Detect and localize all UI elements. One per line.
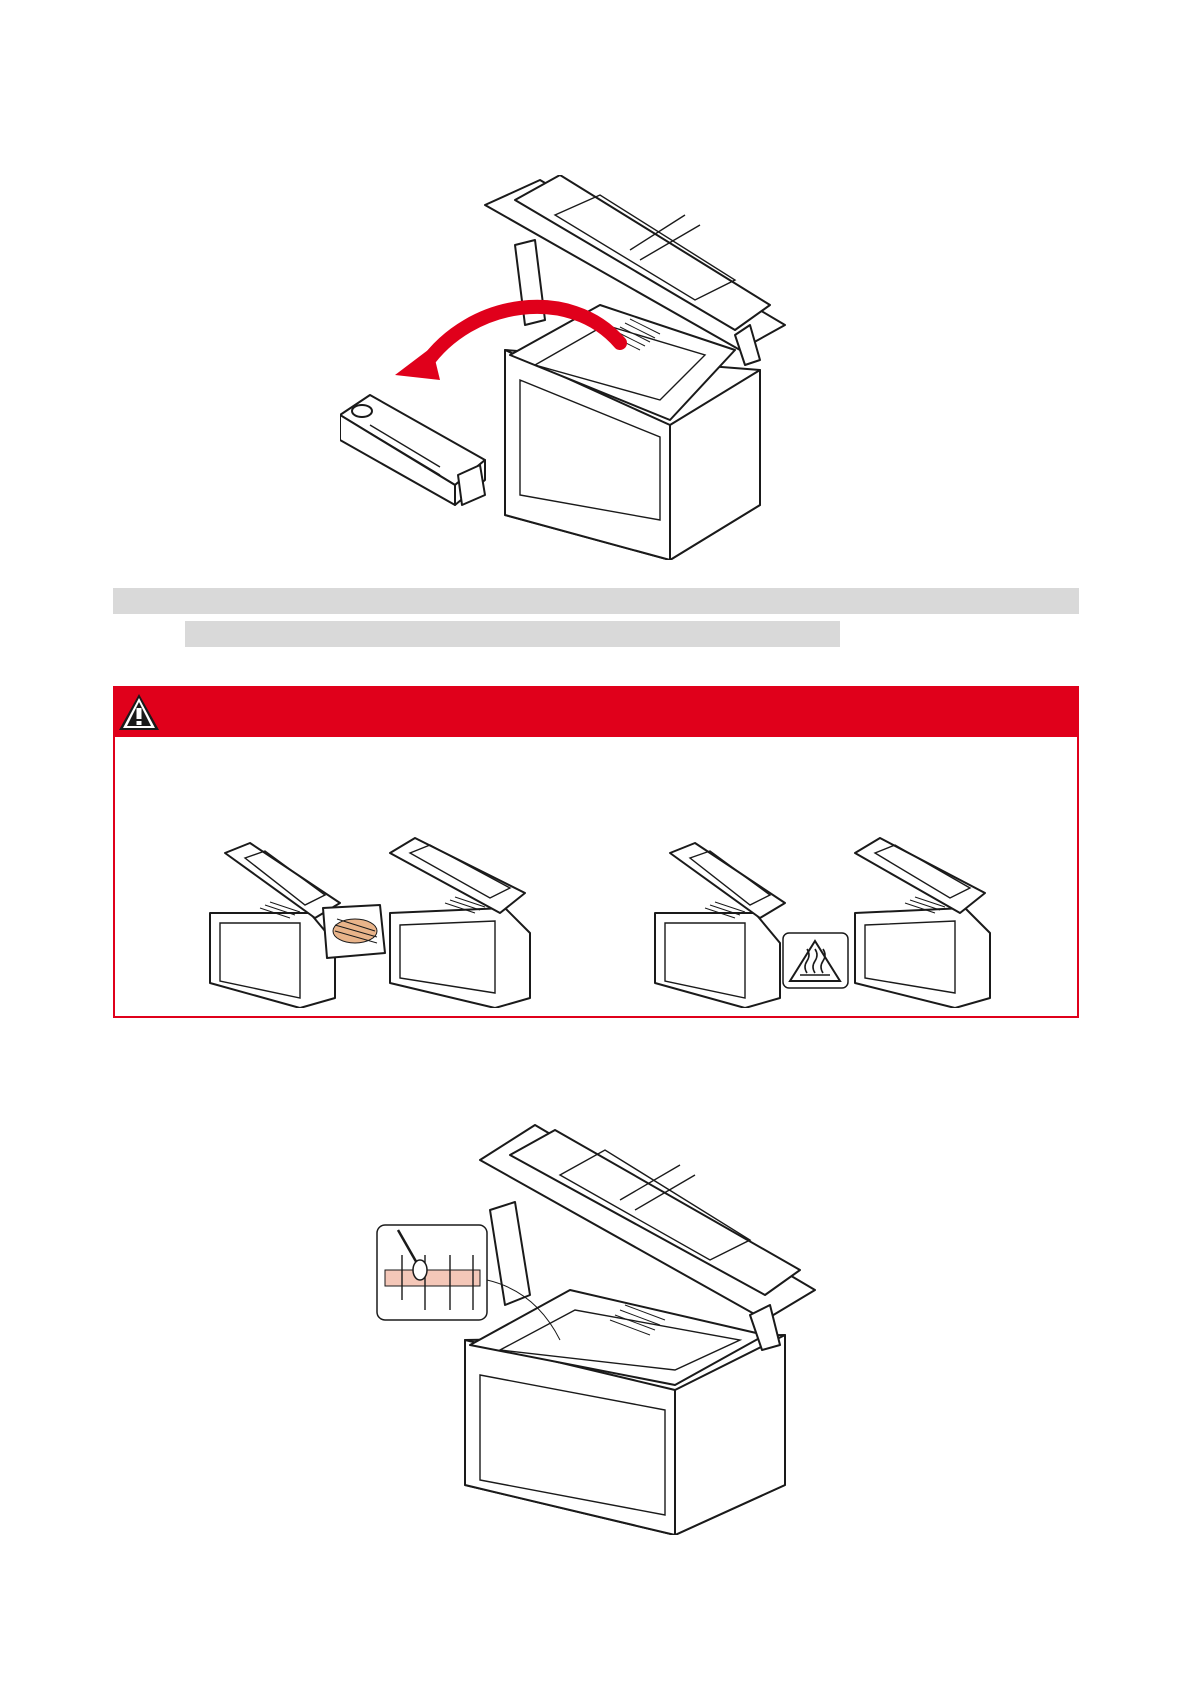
redacted-text-line-2 (185, 621, 840, 647)
warning-header (115, 688, 1077, 737)
printer-illustration (340, 175, 830, 560)
fuser-detail (333, 919, 377, 943)
figure-remove-toner (340, 175, 830, 560)
redacted-text-line-1 (113, 588, 1079, 614)
hot-parts-illustration-left (205, 833, 535, 1008)
toner-cartridge (340, 395, 485, 505)
warning-triangle-icon (117, 692, 161, 732)
swab-tip (413, 1260, 427, 1280)
laser-window-highlight (385, 1270, 480, 1286)
printer-cleaning-illustration (370, 1120, 840, 1535)
figure-clean-laser-window (370, 1120, 840, 1535)
hot-parts-illustration-right (650, 833, 1000, 1008)
warning-box (113, 686, 1079, 1018)
